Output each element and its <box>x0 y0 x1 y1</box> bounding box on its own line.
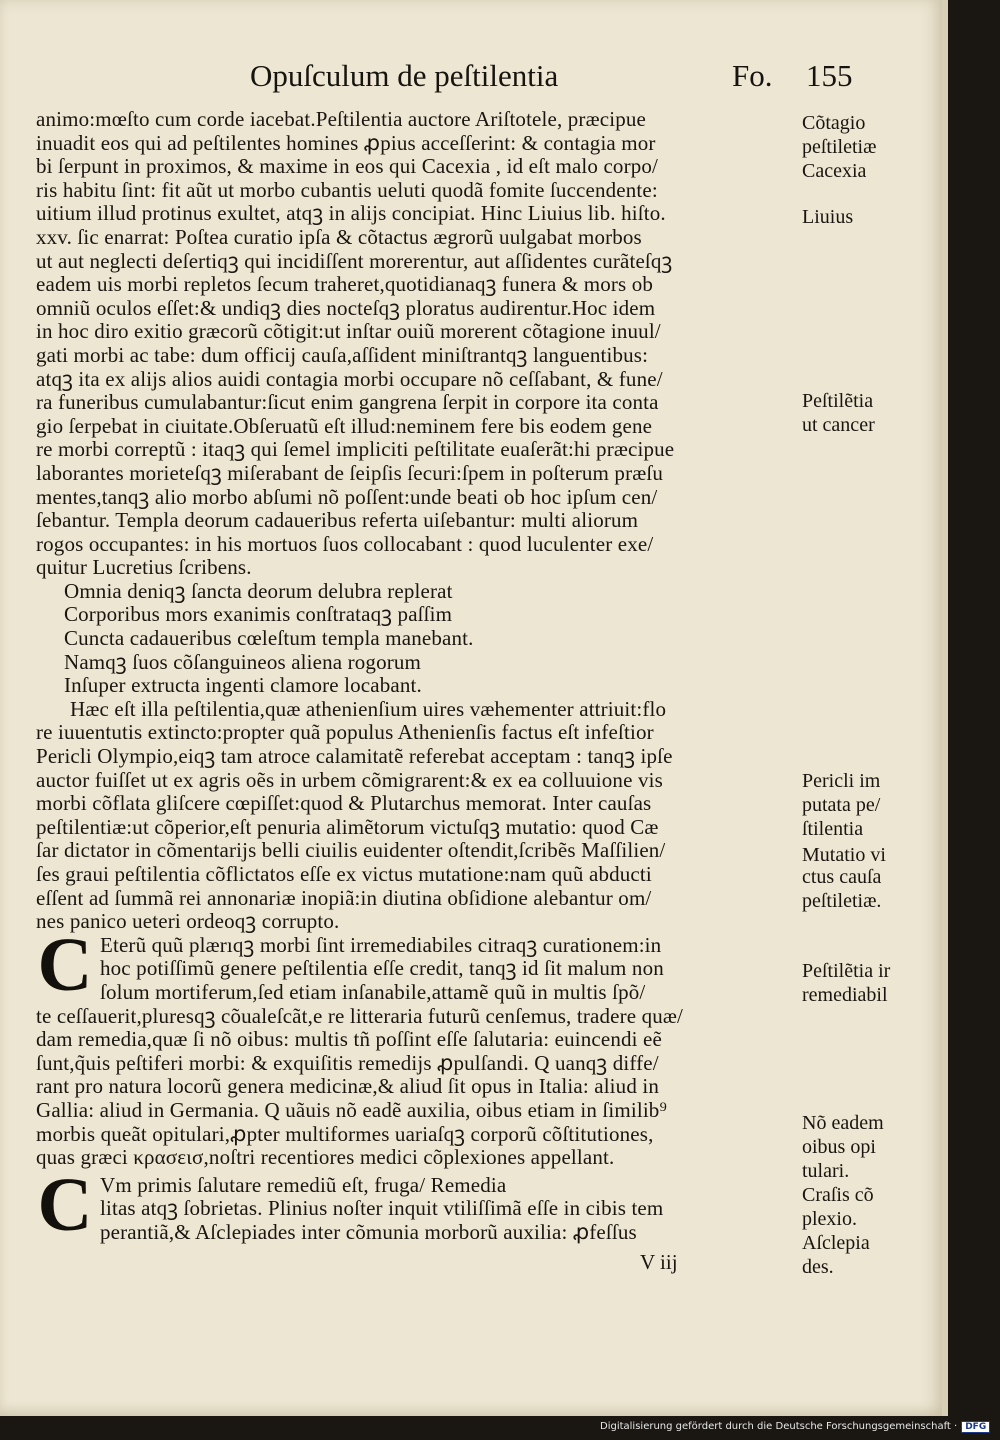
text-line: ſes graui peſtilentia cõflictatos eſſe ex victus mutatione:nam quũ abducti <box>36 863 652 886</box>
margin-note: Aſclepia <box>802 1232 870 1254</box>
page-edge <box>942 0 948 1416</box>
text-line: xxv. ſic enarrat: Poſtea curatio ipſa & cõtactus ægrorũ uulgabat morbos <box>36 225 642 249</box>
running-head <box>0 58 942 102</box>
lucretius-verse <box>36 580 796 698</box>
text-line: animo:mœſto cum corde iacebat.Peſtilentia auctore Ariſtotele, præcipue <box>36 108 646 131</box>
text-line: Vm primis ſalutare remediũ eſt, fruga/ Remedia <box>100 1173 507 1197</box>
text-line: ſebantur. Templa deorum cadaueribus referta uiſebantur: multi aliorum <box>36 509 639 533</box>
margin-note: ſtilentia <box>802 818 864 840</box>
text-line: rogos occupantes: in his mortuos ſuos collocabant : quod luculenter exe/ <box>36 532 654 556</box>
text-line: Eterũ quũ plærıqꝫ morbi ſint irremediabiles citraqꝫ curationem:in <box>100 933 662 957</box>
text-line: ra funeribus cumulabantur:ſicut enim gangrena ſerpit in corpore ita conta <box>36 391 659 415</box>
margin-note: Liuius <box>802 206 854 228</box>
text-line: Hæc eſt illa peſtilentia,quæ athenienſium uires væhementer attriuit:flo <box>70 697 667 721</box>
margin-note: Cacexia <box>802 160 867 182</box>
text-line: inuadit eos qui ad peſtilentes homines ꝓpius acceſſerint: & contagia mor <box>36 131 656 155</box>
margin-note: peſtiletiæ. <box>802 890 882 912</box>
margin-note: ctus cauſa <box>802 866 882 888</box>
paragraph-contagion <box>36 108 796 580</box>
drop-initial-c-second: C <box>37 1162 93 1247</box>
text-line: rant pro natura locorũ genera medicinæ,& aliud ſit opus in Italia: aliud in <box>36 1075 659 1099</box>
text-line: gio ſerpebat in ciuitate.Obſeruatũ eſt illud:neminem fere bis eodem gene <box>36 414 653 438</box>
text-line: perantiã,& Aſclepiades inter cõmunia morborũ auxilia: ꝓfeſſus <box>100 1220 637 1244</box>
text-line: morbi cõflata gliſcere cœpiſſet:quod & Plutarchus memorat. Inter cauſas <box>36 792 652 816</box>
text-line: quas græci κρασεισ,noſtri recentiores medici cõplexiones appellant. <box>36 1146 615 1170</box>
signature-mark: V iij <box>640 1250 678 1274</box>
text-line: bi ſerpunt in proximos, & maxime in eos qui Cacexia , id eſt malo corpo/ <box>36 155 659 179</box>
margin-note: Pericli im <box>802 770 881 792</box>
margin-note: Nõ eadem <box>802 1112 884 1134</box>
margin-note: ut cancer <box>802 414 875 436</box>
text-line: Corporibus mors exanimis conſtrataqꝫ paſſim <box>64 603 453 627</box>
text-line: Pericli Olympio,eiqꝫ tam atroce calamitatẽ referebat acceptam : tanqꝫ ipſe <box>36 745 673 769</box>
text-line: Namqꝫ ſuos cõſanguineos aliena rogorum <box>64 650 422 674</box>
text-line: mentes,tanqꝫ alio morbo abſumi nõ poſſent:unde beati ob hoc ipſum cen/ <box>36 485 658 509</box>
text-line: ris habitu ſint: fit aũt ut morbo cubantis ueluti quodã fomite ſuccendente: <box>36 178 658 202</box>
text-line: ut aut neglecti deſertiqꝫ qui incidiſſent morerentur, aut aſſidentes curãteſqꝫ <box>36 249 673 273</box>
text-line: dam remedia,quæ ſi nõ oibus: multis tñ poſſint eſſe ſalutaria: euincendi eẽ <box>36 1028 662 1052</box>
text-line: litas atqꝫ ſobrietas. Plinius noſter inquit vtiliſſimã eſſe in cibis tem <box>100 1197 664 1221</box>
text-line: ſar dictator in cõmentarijs belli ciuilis euidenter oſtendit,ſcribẽs Maſſilien/ <box>36 839 666 863</box>
text-line: omniũ oculos eſſet:& undiqꝫ dies nocteſqꝫ ploratus audirentur.Hoc idem <box>36 296 656 320</box>
text-line: in hoc diro exitio græcorũ cõtigit:ut inſtar ouiũ morerent cõtagione inuul/ <box>36 320 661 344</box>
text-line: Gallia: aliud in Germania. Q uãuis nõ eadẽ auxilia, oibus etiam in ſimilib⁹ <box>36 1098 667 1122</box>
text-line: quitur Lucretius ſcribens. <box>36 556 252 580</box>
text-line: peſtilentiæ:ut cõperior,eſt penuria alimẽtorum victuſqꝫ mutatio: quod Cæ <box>36 815 659 839</box>
margin-note: Cõtagio <box>802 112 866 134</box>
text-line: te ceſſauerit,pluresqꝫ cõualeſcãt,e re litteraria futurũ cenſemus, tradere quæ/ <box>36 1004 684 1028</box>
folio-number: 155 <box>806 58 853 93</box>
text-line: re iuuentutis extincto:propter quã populus Athenienſis factus eſt infeſtior <box>36 721 654 745</box>
margin-note: des. <box>802 1256 834 1278</box>
margin-note: Craſis cõ <box>802 1184 874 1206</box>
margin-note: Mutatio vi <box>802 844 886 866</box>
text-line: laborantes morieteſqꝫ miſerabant de ſeipſis ſecuri:ſpem in poſterum præſu <box>36 461 664 485</box>
dfg-logo: DFG <box>961 1421 990 1433</box>
paragraph-athens <box>36 698 796 934</box>
margin-note: peſtiletiæ <box>802 136 877 158</box>
text-line: morbis queãt opitulari,ꝓpter multiformes uariaſqꝫ corporũ cõſtitutiones, <box>36 1122 654 1146</box>
text-line: eſſent ad ſummã rei annonariæ inopiã:in diutina obſidione alebantur om/ <box>36 886 652 910</box>
margin-note: remediabil <box>802 984 888 1006</box>
text-line: eadem uis morbi repletos ſecum traheret,quotidianaqꝫ funera & mors ob <box>36 273 654 297</box>
text-line: Inſuper extructa ingenti clamore locabant. <box>64 674 422 698</box>
text-line: re morbi correptũ : itaqꝫ qui ſemel impliciti peſtilitate euaſerãt:hi præcipue <box>36 438 675 462</box>
text-line: ſunt,q̃uis peſtiferi morbi: & exquiſitis remedijs ꝓpulſandi. Q uanqꝫ diffe/ <box>36 1051 659 1075</box>
margin-note: Peſtilẽtia <box>802 390 874 412</box>
text-line: Cuncta cadaueribus cœleſtum templa manebant. <box>64 627 474 651</box>
margin-note: plexio. <box>802 1208 857 1230</box>
drop-initial-c: C <box>37 922 93 1007</box>
margin-note: Peſtilẽtia ir <box>802 960 891 982</box>
text-line: nes panico ueteri ordeoqꝫ corrupto. <box>36 910 340 934</box>
paragraph-frugality <box>36 1162 796 1247</box>
margin-note: tulari. <box>802 1160 850 1182</box>
text-line: hoc potiſſimũ genere peſtilentia eſſe credit, tanqꝫ id ſit malum non <box>100 957 664 981</box>
text-line: ſolum mortiferum,ſed etiam inſanabile,attamẽ quũ in multis ſpõ/ <box>100 980 646 1004</box>
folio-label: Fo. <box>732 58 773 93</box>
running-title: Opuſculum de peſtilentia <box>250 58 559 93</box>
text-line: atqꝫ ita ex alijs alios auidi contagia morbi occupare nõ ceſſabant, & fune/ <box>36 367 663 391</box>
margin-note: putata pe/ <box>802 794 881 816</box>
text-line: auctor fuiſſet ut ex agris oẽs in urbem cõmigrarent:& ex ea colluuione vis <box>36 768 663 792</box>
main-text-column <box>36 108 796 1245</box>
margin-note: oibus opi <box>802 1136 876 1158</box>
text-line: gati morbi ac tabe: dum officij cauſa,aſſident miniſtrantqꝫ languentibus: <box>36 343 649 367</box>
text-line: Omnia deniqꝫ ſancta deorum delubra replerat <box>64 579 453 603</box>
digitization-credit <box>600 1421 996 1439</box>
text-line: uitium illud protinus exultet, atqꝫ in alijs concipiat. Hinc Liuius lib. hiſto. <box>36 202 666 226</box>
credit-text: Digitalisierung gefördert durch die Deutsche Forschungsgemeinschaft · <box>600 1421 958 1432</box>
